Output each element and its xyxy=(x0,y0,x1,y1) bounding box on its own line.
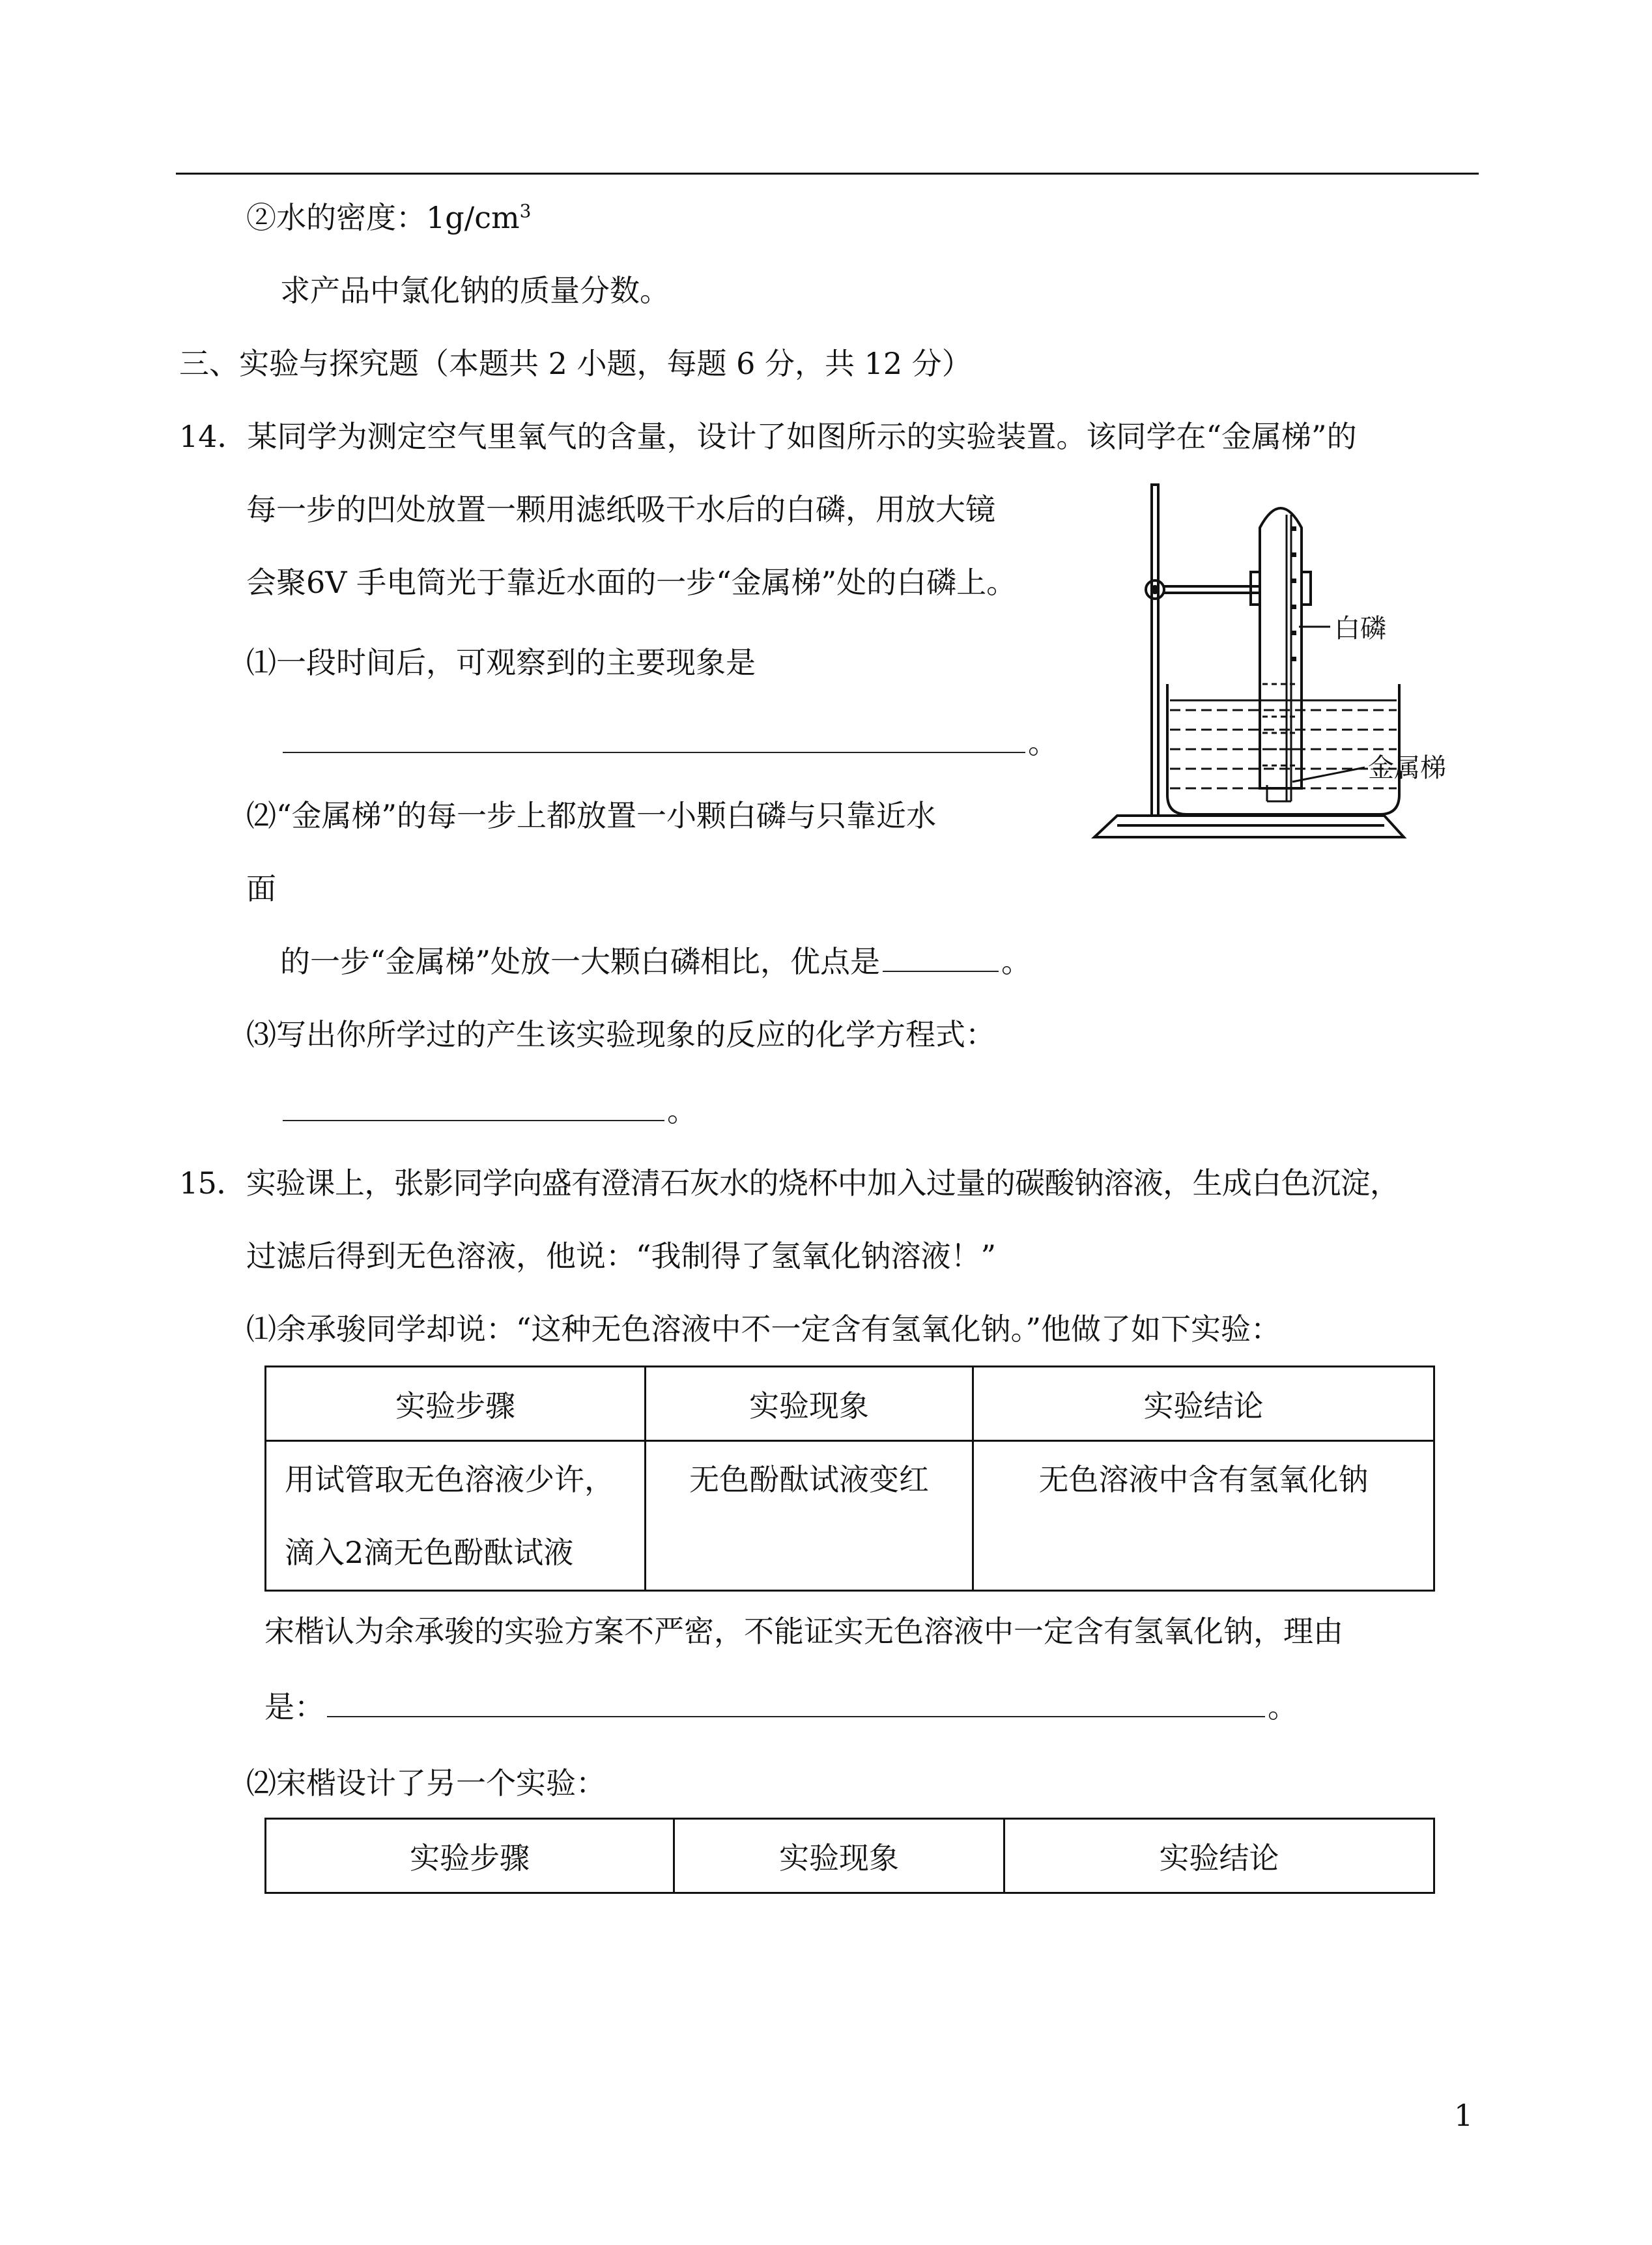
answer-blank-1[interactable] xyxy=(283,723,1025,753)
q14-part3-answer-line xyxy=(280,1091,697,1130)
table2-header-phenomenon: 实验现象 xyxy=(674,1819,1004,1893)
q14-part2: ⑵“金属梯”的每一步上都放置一小颗白磷与只靠近水 xyxy=(246,798,937,833)
q15-reason-line: 宋楷认为余承骏的实验方案不严密，不能证实无色溶液中一定含有氢氧化钠，理由 xyxy=(264,1614,1343,1649)
answer-blank-4[interactable] xyxy=(327,1687,1265,1717)
clamp-jaw-left xyxy=(1251,572,1260,605)
tube-water xyxy=(1262,684,1299,765)
table1-conclusion-cell: 无色溶液中含有氢氧化钠 xyxy=(973,1441,1434,1591)
q15-line2: 过滤后得到无色溶液，他说：“我制得了氢氧化钠溶液！” xyxy=(246,1238,997,1274)
q14-line2: 每一步的凹处放置一颗用滤纸吸干水后的白磷，用放大镜 xyxy=(246,492,995,527)
clamp-jaw-right xyxy=(1302,572,1311,605)
q15-part2: ⑵宋楷设计了另一个实验： xyxy=(246,1766,606,1801)
table1-phenomenon-cell: 无色酚酞试液变红 xyxy=(646,1441,973,1591)
table2-header-steps: 实验步骤 xyxy=(266,1819,674,1893)
q14-part1: ⑴一段时间后，可观察到的主要现象是 xyxy=(246,645,756,680)
header-rule xyxy=(176,173,1479,175)
period: 。 xyxy=(667,1093,697,1128)
table1-header-steps: 实验步骤 xyxy=(266,1367,646,1441)
q14-part1-answer-line xyxy=(280,723,1058,762)
q14-part2-cont: 面 xyxy=(246,871,276,906)
test-tube xyxy=(1260,508,1302,788)
section-three-heading: 三、实验与探究题（本题共 2 小题，每题 6 分，共 12 分） xyxy=(179,346,972,381)
q14-line3: 会聚6V 手电筒光于靠近水面的一步“金属梯”处的白磷上。 xyxy=(246,565,1017,600)
q14-intro: 14．某同学为测定空气里氧气的含量，设计了如图所示的实验装置。该同学在“金属梯”的 xyxy=(179,419,1357,454)
superscript-3: 3 xyxy=(519,200,532,222)
period: 。 xyxy=(1028,725,1058,760)
table1-header-conclusion: 实验结论 xyxy=(973,1367,1434,1441)
experiment-table-1 xyxy=(264,1366,1435,1592)
q15-part1: ⑴余承骏同学却说：“这种无色溶液中不一定含有氢氧化钠。”他做了如下实验： xyxy=(246,1311,1281,1347)
experiment-table-2 xyxy=(264,1818,1435,1894)
q15-reason-answer-line xyxy=(264,1687,1298,1726)
label-metal-ladder: 金属梯 xyxy=(1368,753,1446,783)
question-line: 求产品中氯化钠的质量分数。 xyxy=(280,273,670,308)
phosphorus-dots xyxy=(1292,526,1296,661)
advantage-text: 的一步“金属梯”处放一大颗白磷相比，优点是 xyxy=(280,944,881,979)
q15-intro: 15．实验课上，张影同学向盛有澄清石灰水的烧杯中加入过量的碳酸钠溶液，生成白色沉淀， xyxy=(179,1165,1400,1201)
answer-blank-2[interactable] xyxy=(883,942,999,972)
period: 。 xyxy=(1268,1689,1298,1724)
step-line-1: 用试管取无色溶液少许， xyxy=(285,1462,614,1497)
q14-part3: ⑶写出你所学过的产生该实验现象的反应的化学方程式： xyxy=(246,1017,995,1052)
step-line-2: 滴入2滴无色酚酞试液 xyxy=(285,1535,574,1570)
water-density-text: ②水的密度：1g/cm xyxy=(246,200,520,235)
q14-part2-line2 xyxy=(280,942,1031,981)
label-phosphorus: 白磷 xyxy=(1334,614,1386,644)
apparatus-figure xyxy=(1088,476,1492,853)
table1-header-phenomenon: 实验现象 xyxy=(646,1367,973,1441)
table2-header-conclusion: 实验结论 xyxy=(1004,1819,1434,1893)
water-density-line xyxy=(246,198,531,237)
answer-blank-3[interactable] xyxy=(283,1091,664,1121)
table1-step-cell xyxy=(266,1441,646,1591)
stand-rod xyxy=(1152,485,1158,816)
period: 。 xyxy=(1001,944,1032,979)
metal-ladder xyxy=(1267,515,1291,801)
reason-prefix: 是： xyxy=(264,1689,324,1724)
page-number: 1 xyxy=(1454,2098,1474,2133)
